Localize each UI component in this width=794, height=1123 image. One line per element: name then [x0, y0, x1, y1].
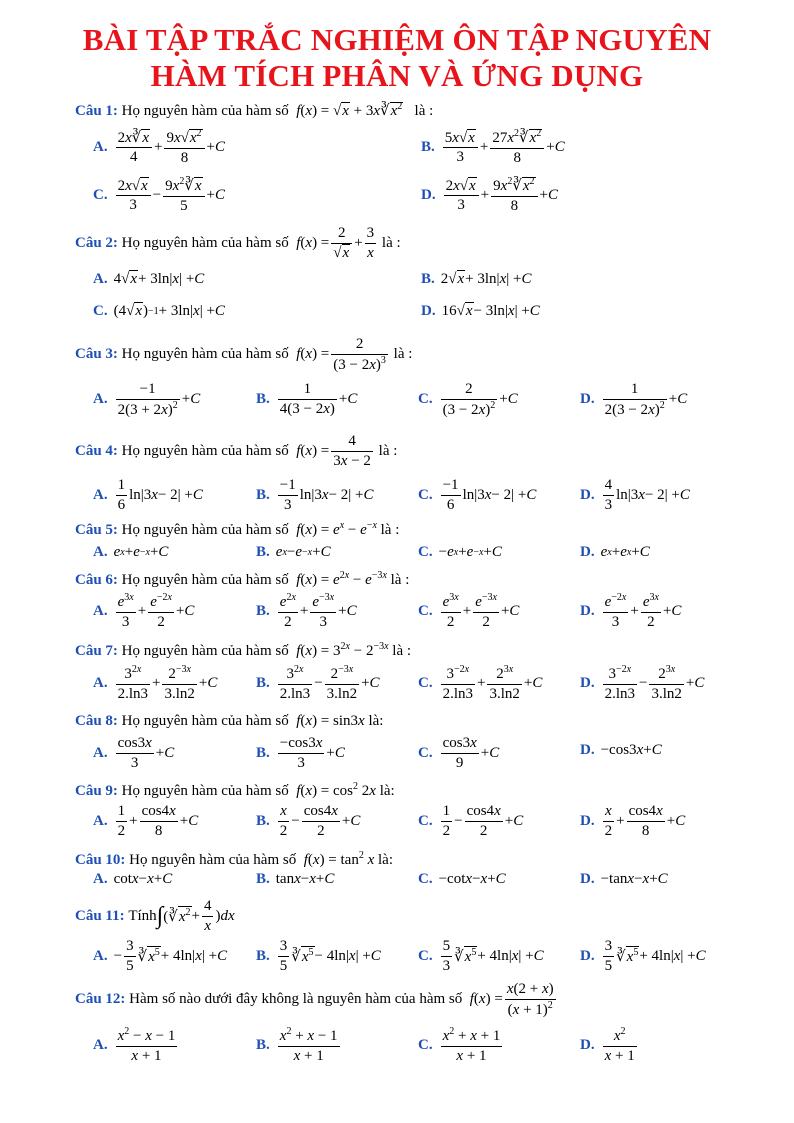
q11-option-b[interactable]: B. $\frac{3}{5}$ ∛ $x^5$ − 4ln| x | + C — [256, 938, 381, 974]
q11-option-a[interactable]: A. − $\frac{3}{5}$ ∛ $x^5$ + 4ln| x | + C — [93, 938, 228, 974]
q11-option-d[interactable]: D. $\frac{3}{5}$ ∛ $x^5$ + 4ln| x | + C — [580, 938, 706, 974]
question-9: Câu 9: Họ nguyên hàm của hàm số $f(x) = \cos^2 2x$ là: — [75, 781, 395, 799]
q7-option-c[interactable]: C. $\frac{3^{-2x}}{2.\ln 3}$ + $\frac{2^{3x}}{3.\ln 2}$ + C — [418, 664, 543, 702]
question-5: Câu 5: Họ nguyên hàm của hàm số $f(x) = e^x - e^{-x}$ là : — [75, 520, 400, 538]
question-12: Câu 12: Hàm số nào dưới đây không là nguyên hàm của hàm số f ( x ) = $\frac{x(2 + x)}{(x + 1)^2}$ — [75, 981, 554, 1018]
q11-option-c[interactable]: C. $\frac{5}{3}$ ∛ $x^5$ + 4ln| x | + C — [418, 938, 544, 974]
q1-option-c[interactable]: C. $\frac{2x√x}{3}$ − $\frac{9x^2∛x}{5}$ + C — [93, 176, 226, 214]
q5-option-a[interactable]: A. e x + e −x + C — [93, 544, 169, 560]
q2-option-c[interactable]: C. (4√ x ) −1 + 3ln| x | + C — [93, 302, 225, 319]
q2-option-b[interactable]: B. 2√ x + 3ln| x | + C — [421, 270, 532, 287]
q6-option-d[interactable]: D. $\frac{e^{-2x}}{3}$ + $\frac{e^{3x}}{2}$ + C — [580, 592, 682, 630]
question-7: Câu 7: Họ nguyên hàm của hàm số $f(x) = 3^{2x} - 2^{-3x}$ là : — [75, 641, 412, 659]
q4-option-c[interactable]: C. $\frac{-1}{6}$ ln|3 x − 2| + C — [418, 477, 537, 513]
q6-option-b[interactable]: B. $\frac{e^{2x}}{2}$ + $\frac{e^{-3x}}{3}$ + C — [256, 592, 357, 630]
q7-option-a[interactable]: A. $\frac{3^{2x}}{2.\ln 3}$ + $\frac{2^{-3x}}{3.\ln 2}$ + C — [93, 664, 218, 702]
q6-option-a[interactable]: A. $\frac{e^{3x}}{3}$ + $\frac{e^{-2x}}{2}$ + C — [93, 592, 195, 630]
q12-option-d[interactable]: D. $\frac{x^2}{x + 1}$ — [580, 1026, 635, 1064]
q8-option-b[interactable]: B. $\frac{-\cos 3x}{3}$ + C — [256, 735, 345, 771]
q9-option-c[interactable]: C. $\frac{1}{2}$ − $\frac{\cos 4x}{2}$ + C — [418, 803, 524, 839]
q8-option-c[interactable]: C. $\frac{\cos 3x}{9}$ + C — [418, 735, 500, 771]
question-6: Câu 6: Họ nguyên hàm của hàm số $f(x) = e^{2x} - e^{-3x}$ là : — [75, 570, 410, 588]
q12-option-b[interactable]: B. $\frac{x^2 + x - 1}{x + 1}$ — [256, 1026, 338, 1064]
q8-option-d[interactable]: D. −cos3 x + C — [580, 742, 662, 758]
q3-option-b[interactable]: B. $\frac{1}{4(3 - 2x)}$ + C — [256, 381, 358, 417]
q1-option-a[interactable]: A. $\frac{2x∛x}{4}$ + $\frac{9x√x^2}{8}$ + C — [93, 128, 226, 166]
q3-option-c[interactable]: C. $\frac{2}{(3 - 2x)^2}$ + C — [418, 381, 518, 418]
q1-option-b[interactable]: B. $\frac{5x√x}{3}$ + $\frac{27x^2∛x^2}{8}$ + C — [421, 128, 565, 166]
q4-option-a[interactable]: A. $\frac{1}{6}$ ln|3 x − 2| + C — [93, 477, 203, 513]
q8-option-a[interactable]: A. $\frac{\cos 3x}{3}$ + C — [93, 735, 175, 771]
question-2: Câu 2: Họ nguyên hàm của hàm số f ( x ) = $\frac{2}{√x}$ + $\frac{3}{x}$ là : — [75, 225, 401, 261]
question-1: Câu 1: Họ nguyên hàm của hàm số $f(x) = √x + 3x∛x^2$ là : — [75, 101, 434, 119]
q3-option-d[interactable]: D. $\frac{1}{2(3 - 2x)^2}$ + C — [580, 381, 688, 418]
question-4: Câu 4: Họ nguyên hàm của hàm số f ( x ) = $\frac{4}{3x - 2}$ là : — [75, 433, 398, 469]
q10-option-d[interactable]: D. −tan x − x + C — [580, 871, 668, 887]
q12-option-c[interactable]: C. $\frac{x^2 + x + 1}{x + 1}$ — [418, 1026, 501, 1064]
q2-option-a[interactable]: A. 4√ x + 3ln| x | + C — [93, 270, 205, 287]
q10-option-b[interactable]: B. tan x − x + C — [256, 871, 335, 887]
q4-option-d[interactable]: D. $\frac{4}{3}$ ln|3 x − 2| + C — [580, 477, 690, 513]
q9-option-d[interactable]: D. $\frac{x}{2}$ + $\frac{\cos 4x}{8}$ + C — [580, 803, 686, 839]
question-8: Câu 8: Họ nguyên hàm của hàm số f(x) = sin3x là: — [75, 713, 384, 729]
q12-option-a[interactable]: A. $\frac{x^2 - x - 1}{x + 1}$ — [93, 1026, 176, 1064]
q2-option-d[interactable]: D. 16√ x − 3ln| x | + C — [421, 302, 540, 319]
question-10: Câu 10: Họ nguyên hàm của hàm số $f(x) = \tan^2 x$ là: — [75, 850, 394, 868]
question-3: Câu 3: Họ nguyên hàm của hàm số f ( x ) = $\frac{2}{(3 - 2x)^3}$ là : — [75, 336, 413, 373]
q4-option-b[interactable]: B. $\frac{-1}{3}$ ln|3 x − 2| + C — [256, 477, 374, 513]
q1-option-d[interactable]: D. $\frac{2x√x}{3}$ + $\frac{9x^2∛x^2}{8}$ + C — [421, 176, 559, 214]
q9-option-a[interactable]: A. $\frac{1}{2}$ + $\frac{\cos 4x}{8}$ + C — [93, 803, 199, 839]
q9-option-b[interactable]: B. $\frac{x}{2}$ − $\frac{\cos 4x}{2}$ + C — [256, 803, 361, 839]
title-line-1: BÀI TẬP TRẮC NGHIỆM ÔN TẬP NGUYÊN — [82, 22, 712, 57]
q5-option-c[interactable]: C. − e x + e −x + C — [418, 544, 502, 560]
q5-option-d[interactable]: D. e x + e x + C — [580, 544, 650, 560]
q6-option-c[interactable]: C. $\frac{e^{3x}}{2}$ + $\frac{e^{-3x}}{2}$ + C — [418, 592, 520, 630]
q10-option-c[interactable]: C. −cot x − x + C — [418, 871, 506, 887]
q5-option-b[interactable]: B. e x − e −x + C — [256, 544, 331, 560]
q7-option-d[interactable]: D. $\frac{3^{-2x}}{2.\ln 3}$ − $\frac{2^{3x}}{3.\ln 2}$ + C — [580, 664, 705, 702]
question-11: Câu 11: Tính ∫ (∛ $x^2$ + $\frac{4}{x}$ ) dx — [75, 898, 235, 934]
q3-option-a[interactable]: A. $\frac{-1}{2(3 + 2x)^2}$ + C — [93, 381, 201, 418]
title-line-2: HÀM TÍCH PHÂN VÀ ỨNG DỤNG — [150, 58, 644, 93]
q10-option-a[interactable]: A. cot x − x + C — [93, 871, 173, 887]
q7-option-b[interactable]: B. $\frac{3^{2x}}{2.\ln 3}$ − $\frac{2^{-3x}}{3.\ln 2}$ + C — [256, 664, 380, 702]
